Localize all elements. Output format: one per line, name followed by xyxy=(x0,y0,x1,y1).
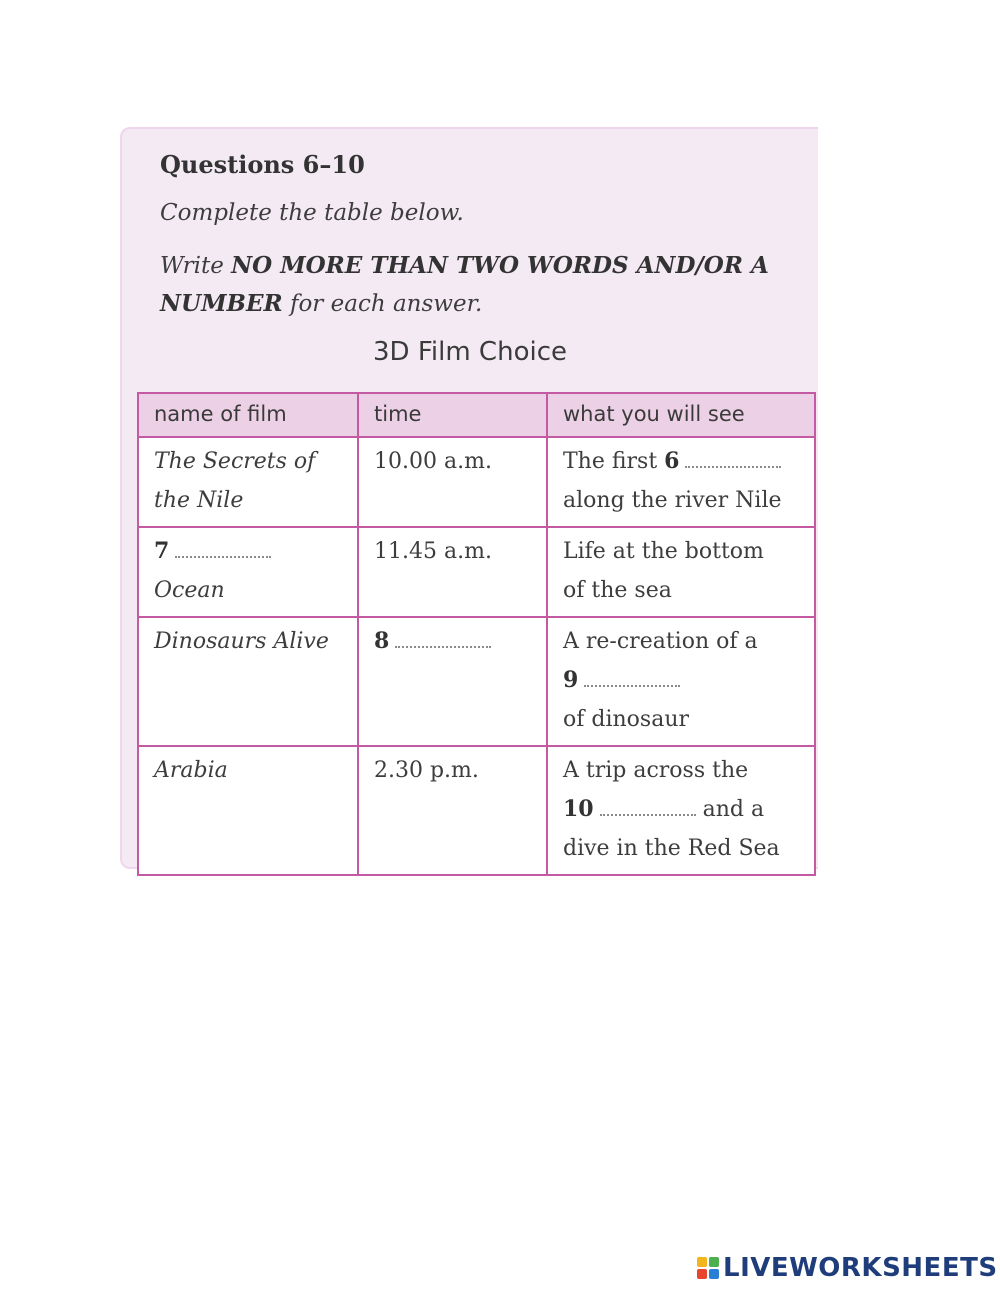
instruction-suffix: for each answer. xyxy=(282,291,483,317)
description-text: of the sea xyxy=(563,578,672,603)
answer-blank-10[interactable] xyxy=(600,804,696,816)
film-table xyxy=(137,392,816,876)
film-name-cell xyxy=(138,527,358,617)
question-number-7: 7 xyxy=(154,538,170,564)
logo-square xyxy=(709,1269,719,1279)
table-row xyxy=(138,437,815,527)
logo-square xyxy=(697,1257,707,1267)
table-row xyxy=(138,746,815,875)
question-number-9: 9 xyxy=(563,667,579,693)
time-cell: 10.00 a.m. xyxy=(358,437,547,527)
film-name-line: The Secrets of xyxy=(154,449,316,474)
time-cell: 11.45 a.m. xyxy=(358,527,547,617)
time-cell: 2.30 p.m. xyxy=(358,746,547,875)
description-cell xyxy=(547,746,815,875)
instruction-prefix: Write xyxy=(160,253,232,279)
table-row xyxy=(138,617,815,746)
page-crop-edge xyxy=(818,120,858,880)
film-name-cell xyxy=(138,437,358,527)
logo-square xyxy=(697,1269,707,1279)
description-text: Life at the bottom xyxy=(563,539,764,564)
description-text: dive in the Red Sea xyxy=(563,836,780,861)
description-cell xyxy=(547,437,815,527)
description-text: and a xyxy=(702,797,765,822)
description-text: A re-creation of a xyxy=(563,629,758,654)
answer-blank-6[interactable] xyxy=(685,456,781,468)
answer-blank-7[interactable] xyxy=(175,546,271,558)
table-header-row xyxy=(138,393,815,437)
liveworksheets-logo-icon xyxy=(697,1257,719,1279)
logo-square xyxy=(709,1257,719,1267)
question-number-6: 6 xyxy=(664,448,680,474)
header-time: time xyxy=(358,393,547,437)
film-name-line: Ocean xyxy=(154,578,225,603)
answer-blank-8[interactable] xyxy=(395,636,491,648)
instruction-complete-table: Complete the table below. xyxy=(160,200,464,226)
film-name-cell: Dinosaurs Alive xyxy=(138,617,358,746)
description-cell xyxy=(547,617,815,746)
description-text: of dinosaur xyxy=(563,707,690,732)
time-cell xyxy=(358,617,547,746)
liveworksheets-brand xyxy=(697,1253,998,1283)
film-name-cell: Arabia xyxy=(138,746,358,875)
description-cell xyxy=(547,527,815,617)
brand-text: LIVEWORKSHEETS xyxy=(723,1253,998,1283)
description-text: A trip across the xyxy=(563,758,749,783)
questions-heading: Questions 6–10 xyxy=(160,150,365,179)
header-name-of-film: name of film xyxy=(138,393,358,437)
answer-blank-9[interactable] xyxy=(584,675,680,687)
question-number-10: 10 xyxy=(563,796,594,822)
question-number-8: 8 xyxy=(374,628,390,654)
instruction-bold: NO MORE THAN TWO WORDS AND/OR A NUMBER xyxy=(160,252,769,317)
description-text: along the river Nile xyxy=(563,488,782,513)
film-name-line: the Nile xyxy=(154,488,244,513)
description-text: The first xyxy=(563,449,665,474)
header-what-you-will-see: what you will see xyxy=(547,393,815,437)
instruction-word-limit xyxy=(160,247,820,323)
table-title: 3D Film Choice xyxy=(373,337,567,367)
table-row xyxy=(138,527,815,617)
